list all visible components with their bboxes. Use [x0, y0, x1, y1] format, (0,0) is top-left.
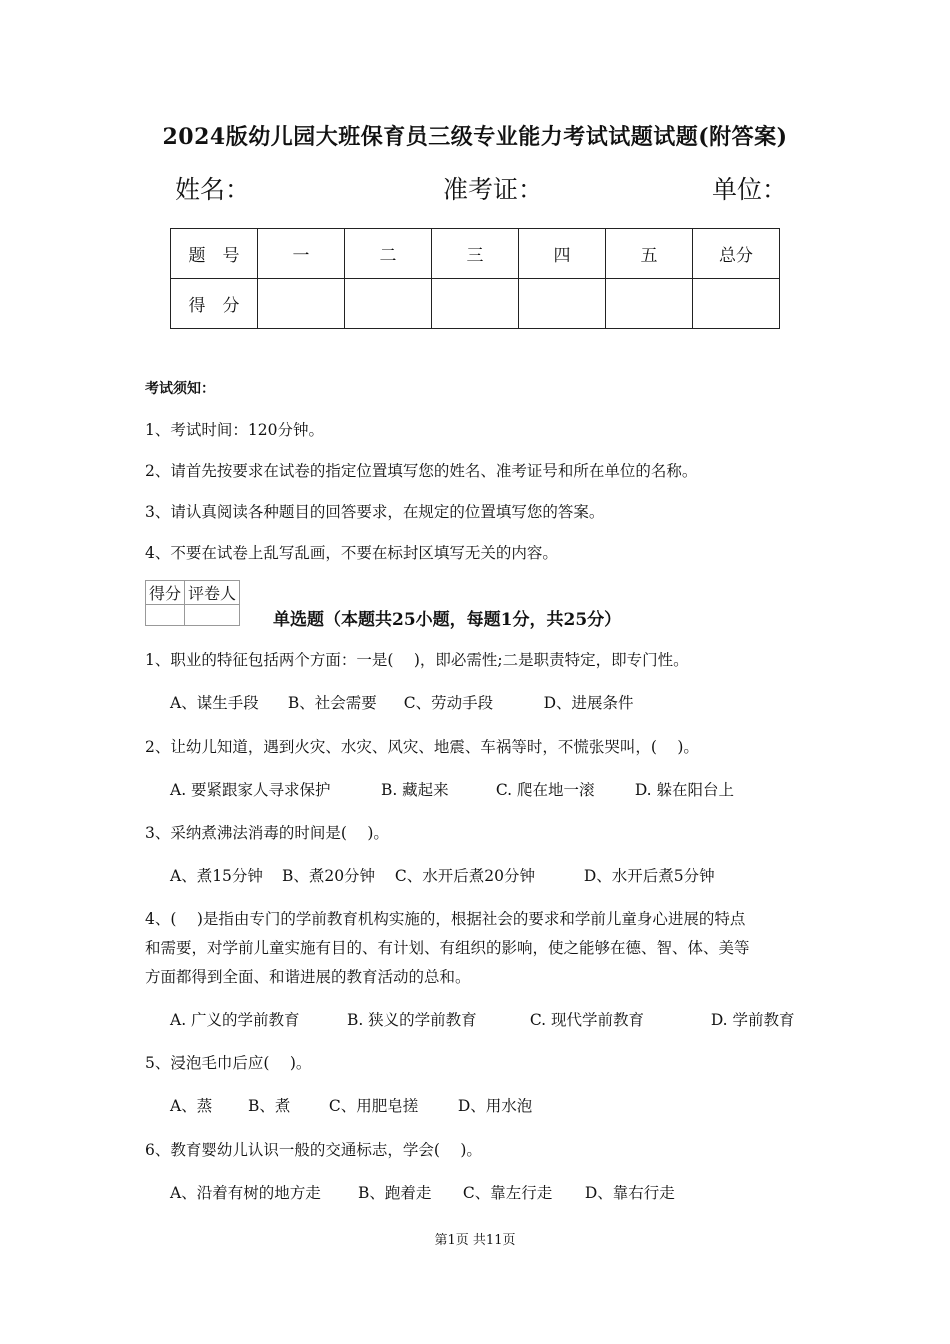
- option-a[interactable]: A、谋生手段: [170, 694, 259, 712]
- option-a[interactable]: A、沿着有树的地方走: [170, 1184, 321, 1202]
- option-b[interactable]: B、煮20分钟: [281, 867, 376, 885]
- page-footer: 第1页 共11页: [434, 1233, 516, 1248]
- question-stem: 3、采纳煮沸法消毒的时间是( )。: [145, 824, 389, 842]
- option-c[interactable]: C、劳动手段: [403, 694, 494, 712]
- question-options: [170, 1008, 795, 1030]
- question-options: [170, 1181, 675, 1203]
- question-options: [170, 778, 734, 800]
- option-a[interactable]: A. 要紧跟家人寻求保护: [170, 781, 331, 799]
- option-c[interactable]: C、靠左行走: [462, 1184, 553, 1202]
- score-header-cell: 四: [519, 229, 606, 279]
- option-c[interactable]: C、用肥皂搓: [328, 1097, 419, 1115]
- option-b[interactable]: B、跑着走: [357, 1184, 432, 1202]
- question-stem: 6、教育婴幼儿认识一般的交通标志，学会( )。: [145, 1141, 482, 1159]
- question-options: [170, 1094, 532, 1116]
- notice-item: 2、请首先按要求在试卷的指定位置填写您的姓名、准考证号和所在单位的名称。: [145, 462, 698, 480]
- notice-item: 1、考试时间：120分钟。: [145, 421, 324, 439]
- option-d[interactable]: D、水开后煮5分钟: [583, 867, 715, 885]
- notice-item: 3、请认真阅读各种题目的回答要求，在规定的位置填写您的答案。: [145, 503, 605, 521]
- option-d[interactable]: D、靠右行走: [584, 1184, 675, 1202]
- score-table-header-row: [171, 229, 780, 279]
- unit-field-label: 单位：: [712, 175, 788, 204]
- question-stem: 2、让幼儿知道，遇到火灾、水灾、风灾、地震、车祸等时，不慌张哭叫，( )。: [145, 738, 699, 756]
- question-stem: 5、浸泡毛巾后应( )。: [145, 1054, 312, 1072]
- option-b[interactable]: B、煮: [247, 1097, 291, 1115]
- score-header-cell: 二: [345, 229, 432, 279]
- score-cell[interactable]: [693, 279, 780, 329]
- grader-box: [145, 580, 240, 626]
- document-title: 2024版幼儿园大班保育员三级专业能力考试试题试题(附答案): [162, 124, 788, 150]
- option-a[interactable]: A、煮15分钟: [170, 867, 263, 885]
- option-a[interactable]: A. 广义的学前教育: [170, 1011, 300, 1029]
- option-b[interactable]: B. 藏起来: [380, 781, 449, 799]
- option-b[interactable]: B. 狭义的学前教育: [346, 1011, 477, 1029]
- score-cell[interactable]: [345, 279, 432, 329]
- option-d[interactable]: D. 躲在阳台上: [634, 781, 735, 799]
- option-c[interactable]: C. 现代学前教育: [529, 1011, 645, 1029]
- grader-name-cell[interactable]: [185, 605, 240, 626]
- name-field-label: 姓名：: [175, 175, 251, 204]
- exam-id-field-label: 准考证：: [443, 175, 544, 204]
- score-cell[interactable]: [519, 279, 606, 329]
- option-c[interactable]: C、水开后煮20分钟: [394, 867, 535, 885]
- option-d[interactable]: D、进展条件: [543, 694, 634, 712]
- grader-score-label: 得分: [146, 581, 185, 605]
- score-header-cell: 总分: [693, 229, 780, 279]
- score-table-score-row: [171, 279, 780, 329]
- option-a[interactable]: A、蒸: [170, 1097, 213, 1115]
- grader-score-cell[interactable]: [146, 605, 185, 626]
- section-title: 单选题（本题共25小题，每题1分，共25分）: [273, 610, 622, 630]
- option-c[interactable]: C. 爬在地一滚: [495, 781, 595, 799]
- option-d[interactable]: D、用水泡: [457, 1097, 533, 1115]
- question-stem-line: 方面都得到全面、和谐进展的教育活动的总和。: [145, 968, 471, 986]
- score-cell[interactable]: [606, 279, 693, 329]
- question-options: [170, 864, 715, 886]
- score-row-label: 得 分: [171, 279, 258, 329]
- notice-heading: 考试须知：: [145, 381, 215, 397]
- question-stem-line: 和需要，对学前儿童实施有目的、有计划、有组织的影响，使之能够在德、智、体、美等: [145, 939, 750, 957]
- notice-item: 4、不要在试卷上乱写乱画，不要在标封区填写无关的内容。: [145, 544, 558, 562]
- score-header-cell: 五: [606, 229, 693, 279]
- question-options: [170, 691, 634, 713]
- score-table: [170, 228, 780, 329]
- grader-name-label: 评卷人: [185, 581, 240, 605]
- score-cell[interactable]: [432, 279, 519, 329]
- score-header-cell: 题 号: [171, 229, 258, 279]
- score-header-cell: 一: [258, 229, 345, 279]
- question-stem-line: 4、( )是指由专门的学前教育机构实施的，根据社会的要求和学前儿童身心进展的特点: [145, 910, 746, 928]
- option-d[interactable]: D. 学前教育: [710, 1011, 795, 1029]
- score-header-cell: 三: [432, 229, 519, 279]
- question-stem: 1、职业的特征包括两个方面：一是( )，即必需性;二是职责特定，即专门性。: [145, 651, 689, 669]
- score-cell[interactable]: [258, 279, 345, 329]
- option-b[interactable]: B、社会需要: [287, 694, 377, 712]
